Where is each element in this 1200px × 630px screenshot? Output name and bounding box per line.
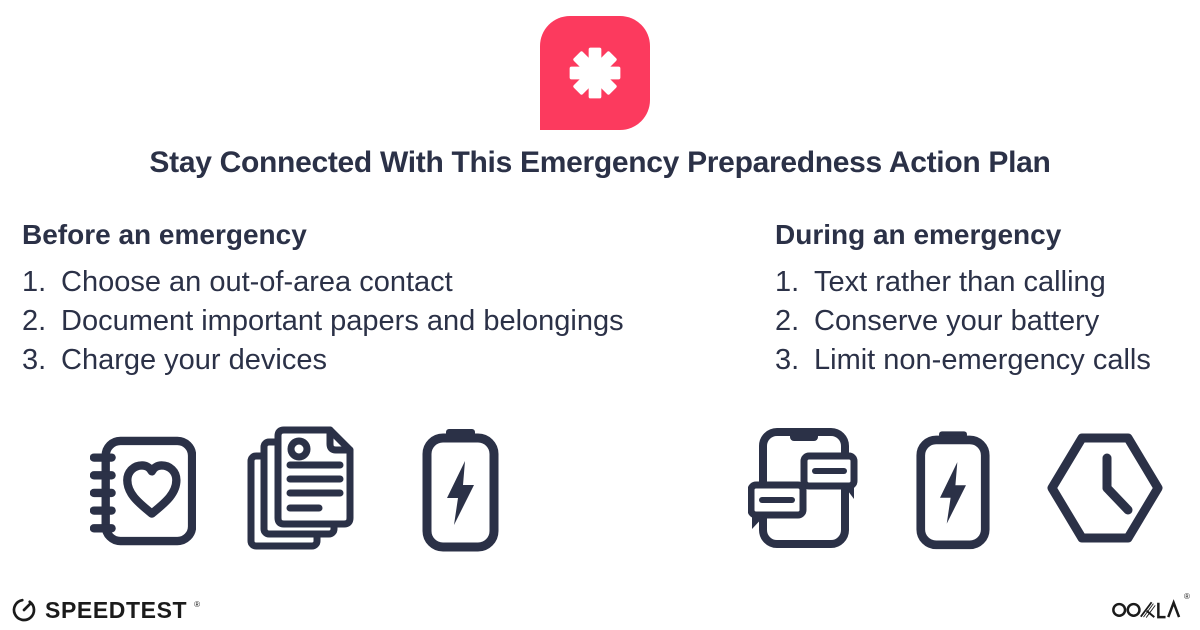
asterisk-icon bbox=[566, 44, 624, 102]
list-number: 3. bbox=[22, 344, 47, 376]
before-heading: Before an emergency bbox=[22, 219, 307, 250]
list-number: 2. bbox=[775, 305, 800, 337]
list-item-text: Limit non-emergency calls bbox=[814, 344, 1151, 376]
list-number: 1. bbox=[22, 266, 47, 298]
ookla-trademark: ® bbox=[1184, 592, 1190, 601]
during-heading: During an emergency bbox=[775, 219, 1062, 250]
ookla-wordmark bbox=[1112, 598, 1184, 620]
document-stack-icon bbox=[247, 426, 354, 552]
during-list bbox=[775, 263, 1195, 380]
speedtest-wordmark: SPEEDTEST bbox=[45, 597, 188, 623]
list-item bbox=[22, 302, 742, 341]
before-emergency-section bbox=[22, 216, 742, 380]
list-number: 1. bbox=[775, 266, 800, 298]
ookla-logo bbox=[1112, 592, 1190, 624]
during-emergency-section bbox=[775, 216, 1195, 380]
phone-messages-icon bbox=[748, 426, 858, 550]
list-item-text: Document important papers and belongings bbox=[61, 305, 624, 337]
list-item bbox=[775, 341, 1195, 380]
list-number: 3. bbox=[775, 344, 800, 376]
list-item bbox=[22, 263, 742, 302]
gauge-icon bbox=[10, 596, 38, 624]
list-item bbox=[775, 263, 1195, 302]
list-item-text: Text rather than calling bbox=[814, 266, 1106, 298]
list-item-text: Choose an out-of-area contact bbox=[61, 266, 453, 298]
list-item bbox=[22, 341, 742, 380]
clock-hexagon-icon bbox=[1046, 428, 1164, 548]
battery-charge-icon bbox=[421, 428, 500, 552]
list-item-text: Conserve your battery bbox=[814, 305, 1100, 337]
contact-notebook-icon bbox=[90, 430, 196, 550]
downdetector-logo-badge bbox=[540, 16, 650, 130]
speedtest-trademark: ® bbox=[194, 599, 201, 609]
list-item-text: Charge your devices bbox=[61, 344, 327, 376]
page-title: Stay Connected With This Emergency Preparedness Action Plan bbox=[149, 146, 1051, 179]
battery-charge-icon bbox=[915, 428, 991, 552]
speedtest-logo bbox=[10, 595, 200, 625]
before-list bbox=[22, 263, 742, 380]
list-number: 2. bbox=[22, 305, 47, 337]
list-item bbox=[775, 302, 1195, 341]
